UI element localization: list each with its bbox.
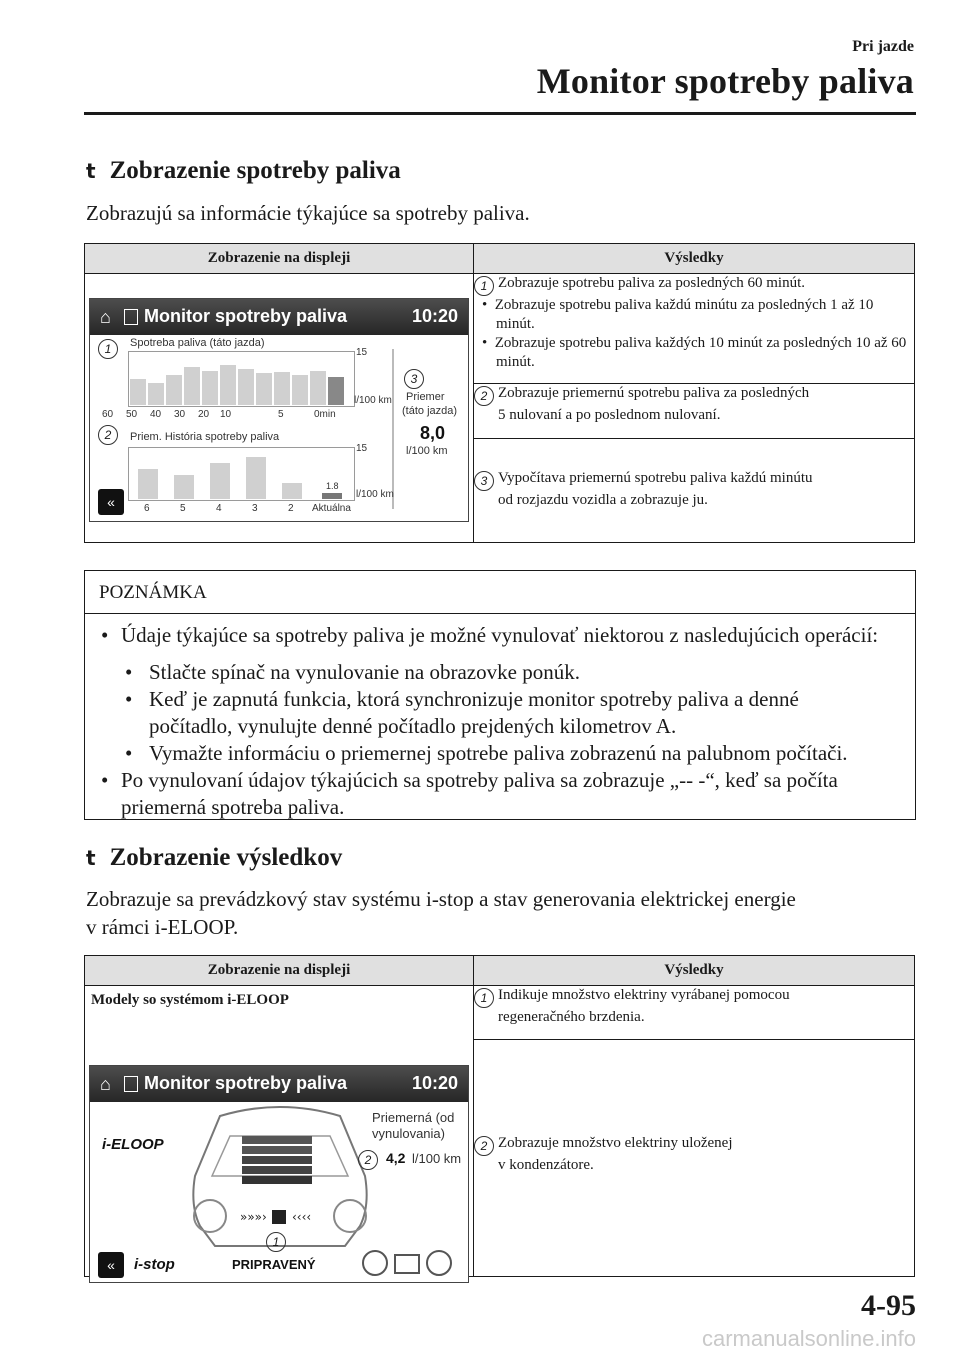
- document-icon: [124, 309, 138, 325]
- avg-label-1: Priemer: [406, 391, 445, 403]
- header-rule: [84, 112, 916, 115]
- chart2-tick: 3: [252, 503, 258, 514]
- section-intro-2b: v rámci i-ELOOP.: [86, 915, 239, 939]
- chart1-tick: 60: [102, 409, 114, 420]
- chart2-frame: [128, 447, 355, 501]
- chart2-bar: [210, 463, 230, 499]
- back-button-2[interactable]: «: [98, 1252, 124, 1278]
- chart1-bar: [202, 371, 218, 405]
- col-header-results: Výsledky: [474, 244, 915, 274]
- istop-status: PRIPRAVENÝ: [232, 1257, 316, 1272]
- result-e-row-2: [474, 1040, 915, 1277]
- fuel-display-table: [84, 243, 915, 543]
- screen-clock-2: 10:20: [411, 1073, 458, 1093]
- result-sub-2: Zobrazuje spotrebu paliva každých 10 minút za posledných 10 až 60 minút.: [494, 335, 907, 370]
- callout-2: 2: [98, 425, 118, 445]
- chart1-tick: 20: [198, 409, 210, 420]
- chart2-current-bar: [322, 493, 342, 499]
- chart1-tick: 40: [150, 409, 162, 420]
- result-e1-line1: Indikuje množstvo elektriny vyrábanej pomocou: [498, 987, 790, 1003]
- chart2-tick: Aktuálna: [312, 503, 351, 514]
- section-intro: Zobrazujú sa informácie týkajúce sa spotreby paliva.: [86, 201, 530, 225]
- chart1-tick: 50: [126, 409, 138, 420]
- divider: [392, 349, 394, 509]
- home-icon-2[interactable]: ⌂: [100, 1074, 111, 1094]
- note-sub-2b: počítadlo, vynulujte denné počítadlo prejdených kilometrov A.: [149, 714, 677, 738]
- note-bullet-2a: Po vynulovaní údajov týkajúcich sa spotreby paliva sa zobrazuje „-- -“, keď sa počíta: [121, 768, 838, 792]
- note-heading: POZNÁMKA: [85, 571, 915, 614]
- chart2-bar: [138, 469, 158, 499]
- chart2-label: Priem. História spotreby paliva: [130, 431, 280, 443]
- chart1-label: Spotreba paliva (táto jazda): [130, 337, 265, 349]
- section-label: Pri jazde: [852, 38, 914, 55]
- chart1-bar: [184, 367, 200, 405]
- result-num-1: 1: [474, 276, 494, 296]
- result-e-row-1: [474, 986, 915, 1040]
- result-e2-line1: Zobrazuje množstvo elektriny uloženej: [498, 1135, 733, 1152]
- chart2-ymax: 15: [356, 443, 368, 454]
- chart1-bar: [130, 379, 146, 405]
- chart1-tick: 5: [278, 409, 284, 420]
- heading-bullet: t: [86, 159, 96, 183]
- chart2-current-value: 1.8: [326, 481, 339, 491]
- chart2-tick: 5: [180, 503, 186, 514]
- page-title: Monitor spotreby paliva: [536, 61, 914, 101]
- result-num-2: 2: [474, 386, 494, 406]
- heading-bullet-2: t: [86, 846, 96, 870]
- result-3-line1: Vypočítava priemernú spotrebu paliva každú minútu: [498, 470, 813, 486]
- result-text-1: Zobrazuje spotrebu paliva za posledných 60 minút.: [498, 275, 805, 291]
- results-table: [84, 955, 915, 1277]
- note-sub-3: Vymažte informáciu o priemernej spotrebe paliva zobrazenú na palubnom počítači.: [149, 741, 848, 765]
- screen-title: Monitor spotreby paliva: [144, 306, 348, 326]
- chart1-bar: [292, 375, 308, 405]
- avg-unit-2: l/100 km: [412, 1151, 462, 1166]
- back-button[interactable]: «: [98, 489, 124, 515]
- chart1-ymax: 15: [356, 347, 368, 358]
- callout-1: 1: [98, 339, 118, 359]
- engine-icon: [426, 1250, 452, 1276]
- chart2-unit: l/100 km: [356, 489, 394, 500]
- home-icon[interactable]: ⌂: [100, 307, 111, 327]
- chart2-tick: 2: [288, 503, 294, 514]
- model-label: Modely so systémom i-ELOOP: [91, 992, 289, 1008]
- eloop-label: i-ELOOP: [102, 1136, 164, 1153]
- avg-value: 8,0: [420, 423, 446, 443]
- section-heading-results: [86, 844, 342, 872]
- result-e1-line2: regeneračného brzdenia.: [498, 1009, 645, 1025]
- chart1-tick: 30: [174, 409, 186, 420]
- chart1-tick: 10: [220, 409, 232, 420]
- result-row-2: [474, 384, 915, 439]
- result-2-line2: 5 nulovaní a po poslednom nulovaní.: [498, 407, 721, 423]
- heading-text: Zobrazenie spotreby paliva: [109, 157, 401, 184]
- avg-unit: l/100 km: [406, 445, 448, 457]
- avg-label-2: (táto jazda): [402, 405, 458, 417]
- note-box: [84, 570, 916, 820]
- note-bullet-2b: priemerná spotreba paliva.: [121, 795, 345, 819]
- note-sub-1: Stlačte spínač na vynulovanie na obrazovke ponúk.: [149, 660, 580, 684]
- result-3-line2: od rozjazdu vozidla a zobrazuje ju.: [498, 492, 708, 508]
- col-header-results-2: Výsledky: [474, 956, 915, 986]
- col-header-display: Zobrazenie na displeji: [85, 244, 474, 274]
- heading-text-2: Zobrazenie výsledkov: [109, 844, 343, 871]
- result-e-num-1: 1: [474, 988, 494, 1008]
- chart1-bar: [148, 383, 164, 405]
- note-body: • Údaje týkajúce sa spotreby paliva je možné vynulovať niektorou z nasledujúcich operácií: • Stlačte spínač na vynulovanie na obrazovke ponúk. • Keď je zapnutá funkcia, ktorá synchronizuje monitor spotreby paliva a denné počítadlo, vynulujte denné počítadlo prejdených kilometrov A. • Vymažte informáciu o priemernej spotrebe paliva zobrazenú na palubnom počítači. • Po vynulovaní údajov týkajúcich sa spotreby paliva sa zobrazuje „-- -“, keď sa počíta priemerná spotreba paliva.: [101, 623, 879, 819]
- avg-label-b: vynulovania): [372, 1126, 445, 1141]
- page-number: 4-95: [861, 1289, 916, 1322]
- note-sub-2a: Keď je zapnutá funkcia, ktorá synchronizuje monitor spotreby paliva a denné: [149, 687, 799, 711]
- callout-e2: 2: [358, 1150, 378, 1170]
- chart2-tick: 6: [144, 503, 150, 514]
- result-row-1: 1 Zobrazuje spotrebu paliva za posledných 60 minút. • Zobrazuje spotrebu paliva každú minútu za posledných 1 až 10 minút. • Zobrazuje spotrebu paliva každých 10 minút za posledných 10 až 60 minút.: [474, 274, 915, 384]
- eloop-screen: [89, 1065, 469, 1283]
- steering-icon: [362, 1250, 388, 1276]
- chart2-tick: 4: [216, 503, 222, 514]
- chart1-unit: l/100 km: [354, 395, 392, 406]
- screen-title-bar-2: [90, 1066, 468, 1102]
- result-e-num-2: 2: [474, 1136, 494, 1156]
- svg-text:‹‹‹‹: ‹‹‹‹: [292, 1210, 312, 1224]
- callout-e1: 1: [266, 1232, 286, 1252]
- document-icon-2: [124, 1076, 138, 1092]
- chart1-bar: [274, 372, 290, 405]
- watermark: carmanualsonline.info: [701, 1326, 916, 1351]
- col-header-display-2: Zobrazenie na displeji: [85, 956, 474, 986]
- result-2-line1: Zobrazuje priemernú spotrebu paliva za posledných: [498, 385, 810, 401]
- display-cell: [85, 274, 474, 543]
- result-row-3: [474, 439, 915, 543]
- istop-label: i-stop: [134, 1256, 175, 1273]
- section-intro-2a: Zobrazuje sa prevádzkový stav systému i-stop a stav generovania elektrickej energie: [86, 887, 796, 911]
- screen-title-bar: [90, 299, 468, 335]
- chart1-bar: [310, 371, 326, 405]
- battery-icon: [394, 1254, 420, 1274]
- chart2-bar: [174, 475, 194, 499]
- svg-text:»»»›: »»»›: [240, 1210, 267, 1224]
- section-heading-fuel: [86, 157, 401, 185]
- note-bullet-1: Údaje týkajúce sa spotreby paliva je možné vynulovať niektorou z nasledujúcich operácií:: [121, 623, 879, 647]
- fuel-monitor-screen: [89, 298, 469, 522]
- result-num-3: 3: [474, 471, 494, 491]
- chart1-bar: [166, 375, 182, 405]
- chart2-bar: [246, 457, 266, 499]
- result-e2-line2: v kondenzátore.: [498, 1157, 594, 1174]
- chart1-bar: [328, 377, 344, 405]
- avg-value-2: 4,2: [386, 1150, 406, 1166]
- chart1-bar: [220, 365, 236, 405]
- callout-3: 3: [404, 369, 424, 389]
- screen-clock: 10:20: [411, 306, 458, 326]
- chart1-bar: [238, 369, 254, 405]
- result-sub-1: Zobrazuje spotrebu paliva každú minútu za posledných 1 až 10 minút.: [494, 297, 874, 332]
- chart1-tick: 0min: [314, 409, 336, 420]
- chart1-bar: [256, 373, 272, 405]
- avg-label-a: Priemerná (od: [372, 1110, 455, 1125]
- display-cell-2: [85, 986, 474, 1277]
- chart2-bar: [282, 483, 302, 499]
- screen-title-2: Monitor spotreby paliva: [144, 1073, 348, 1093]
